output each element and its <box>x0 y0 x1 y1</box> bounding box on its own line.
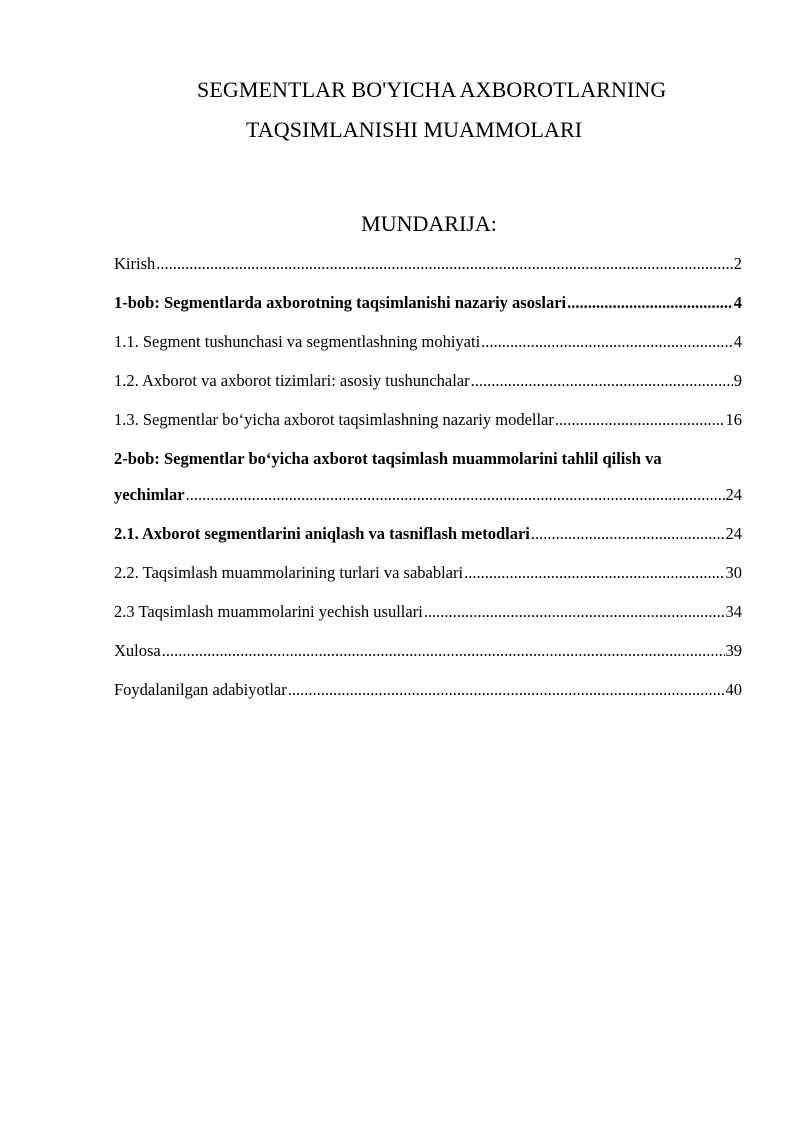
toc-entry-label: 2.3 Taqsimlash muammolarini yechish usullari <box>114 602 423 621</box>
toc-entry-page: 24 <box>725 485 742 504</box>
toc-entry-label: 1.1. Segment tushunchasi va segmentlashning mohiyati <box>114 332 481 351</box>
toc-entry-page: 40 <box>725 680 742 699</box>
toc-leader-dots <box>481 330 733 354</box>
toc-entry-chapter-1 <box>114 291 742 330</box>
toc-entry-label: Xulosa <box>114 641 161 660</box>
toc-entry-page: 2 <box>733 254 742 273</box>
toc-entry-page: 34 <box>725 602 742 621</box>
toc-entry-line-2 <box>114 483 742 507</box>
toc-entry-page: 4 <box>733 332 742 351</box>
toc-entry-chapter-2 <box>114 447 742 507</box>
toc-entry-xulosa <box>114 639 742 678</box>
toc-entry-label: 2.2. Taqsimlash muammolarining turlari va sabablari <box>114 563 464 582</box>
toc-leader-dots <box>288 678 725 702</box>
document-title-line-1: SEGMENTLAR BO'YICHA AXBOROTLARNING <box>197 77 667 102</box>
toc-leader-dots <box>162 639 725 663</box>
toc-entry-adabiyotlar <box>114 678 742 717</box>
toc-entry-page: 9 <box>733 371 742 390</box>
toc-leader-dots <box>464 561 724 585</box>
toc-leader-dots <box>424 600 725 624</box>
toc-entry-1-3 <box>114 408 742 447</box>
toc-entry-2-3 <box>114 600 742 639</box>
document-title-line-2: TAQSIMLANISHI MUAMMOLARI <box>246 117 583 142</box>
toc-entry-label: 2.1. Axborot segmentlarini aniqlash va tasniflash metodlari <box>114 524 530 543</box>
toc-entry-page: 24 <box>725 524 742 543</box>
toc-entry-label: 1-bob: Segmentlarda axborotning taqsimlanishi nazariy asoslari <box>114 293 567 312</box>
toc-heading: MUNDARIJA: <box>361 211 497 236</box>
toc-entry-2-1 <box>114 522 742 561</box>
toc-entry-1-1 <box>114 330 742 369</box>
toc-leader-dots <box>567 291 733 315</box>
toc-entry-label-line-1: 2-bob: Segmentlar bo‘yicha axborot taqsimlash muammolarini tahlil qilish va <box>114 449 662 468</box>
table-of-contents <box>114 252 742 717</box>
toc-entry-page: 39 <box>725 641 742 660</box>
toc-leader-dots <box>555 408 725 432</box>
toc-entry-page: 16 <box>725 410 742 429</box>
toc-entry-kirish <box>114 252 742 291</box>
toc-entry-1-2 <box>114 369 742 408</box>
toc-entry-label-line-2: yechimlar <box>114 485 185 504</box>
toc-entry-page: 30 <box>725 563 742 582</box>
toc-entry-2-2 <box>114 561 742 600</box>
toc-leader-dots <box>156 252 733 276</box>
toc-leader-dots <box>186 483 725 507</box>
toc-entry-label: Kirish <box>114 254 156 273</box>
toc-leader-dots <box>471 369 733 393</box>
toc-entry-label: Foydalanilgan adabiyotlar <box>114 680 287 699</box>
toc-entry-label: 1.2. Axborot va axborot tizimlari: asosiy tushunchalar <box>114 371 470 390</box>
toc-entry-page: 4 <box>733 293 742 312</box>
toc-entry-label: 1.3. Segmentlar bo‘yicha axborot taqsimlashning nazariy modellar <box>114 410 554 429</box>
toc-leader-dots <box>531 522 725 546</box>
